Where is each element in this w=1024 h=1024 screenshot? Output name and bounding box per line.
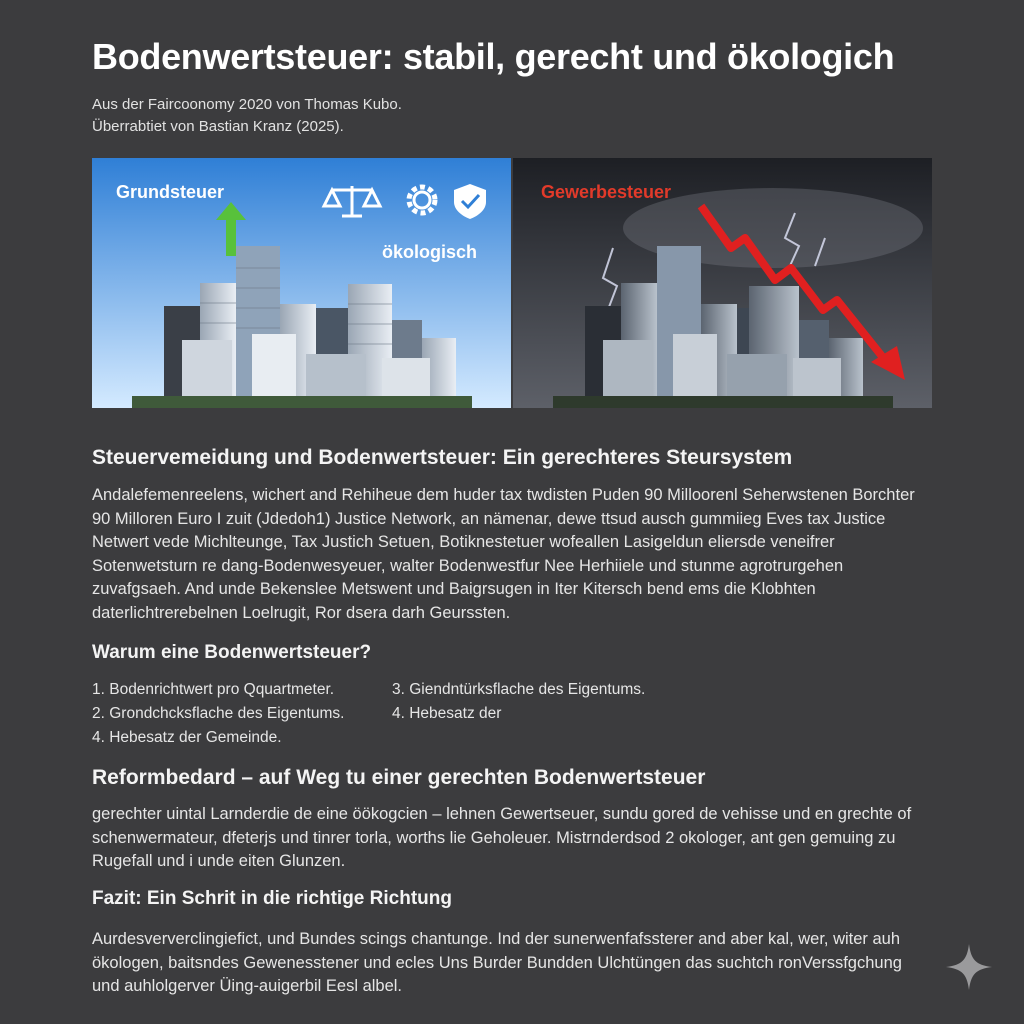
section-heading-fazit: Fazit: Ein Schrit in die richtige Richtung	[92, 888, 452, 909]
section-heading-steuervermeidung: Steuervemeidung und Bodenwertsteuer: Ein gerechteres Steursystem	[92, 446, 793, 469]
list-item: 4. Hebesatz der Gemeinde.	[92, 729, 282, 746]
sparkle-icon	[944, 942, 994, 992]
section-heading-reformbedarf: Reformbedard – auf Weg tu einer gerechten Bodenwertsteuer	[92, 766, 706, 789]
page-title: Bodenwertsteuer: stabil, gerecht und ökologich	[92, 36, 895, 77]
grundsteuer-illustration	[92, 158, 511, 408]
section-heading-warum: Warum eine Bodenwertsteuer?	[92, 642, 372, 663]
gewerbesteuer-label: Gewerbesteuer	[541, 182, 672, 202]
byline-source: Aus der Faircoonomy 2020 von Thomas Kubo.	[92, 96, 402, 113]
section-body-fazit: Aurdesververclingiefict, und Bundes scings chantunge. Ind der sunerwenfafssterer and aber kal, wer, witer auh ökologen, baitsndes Gewenesstener und ecles Uns Burder Bundden Ulchtüngen das suchtch ronVerssfgchung und auhlolgerver Üing-auigerbil Eesl albel.	[92, 930, 902, 995]
list-item: 4. Hebesatz der	[392, 705, 502, 722]
section-body-reformbedarf: gerechter uintal Larnderdie de eine öökogcien – lehnen Gewertseuer, sundu gored de vehisse und en grechte of schenwermateur, dfeterjs und tinrer torla, worths lie Geholeuer. Mistrnderdsod 2 okologer, ant gen gemuing zu Rugefall und i unde eiten Glunzen.	[92, 805, 912, 870]
list-item: 2. Grondchcksflache des Eigentums.	[92, 705, 345, 722]
byline	[92, 94, 402, 138]
criteria-list-right	[392, 678, 645, 726]
list-item: 3. Giendntürksflache des Eigentums.	[392, 681, 646, 698]
gewerbesteuer-illustration	[513, 158, 932, 408]
byline-editor: Überrabtiet von Bastian Kranz (2025).	[92, 118, 344, 135]
section-body-steuervermeidung: Andalefemenreelens, wichert and Rehiheue dem huder tax twdisten Puden 90 Milloorenl Seherwstenen Borchter 90 Milloren Euro I zuit (Jdedoh1) Justice Network, an nämenar, dewe ttsud ausch gummiieg Eves tax Justice Netwert vede Michlteunge, Tax Justich Setuen, Botiknestetuer wofeallen Lasigeldun eliersde veneifrer Sotenwetsturn re dang-Bodenwesyeuer, walter Bodenwestfur Nee Herhiiele und stunme agrotrurgehen zuvafgsaeh. And unde Bekenslee Metswent und Baigrsugen in Iter Kitersch bend ems die Klobhten daterlichtrerebelnen Loelrugit, Ror dsera darh Geurssten.	[92, 486, 915, 622]
list-item: 1. Bodenrichtwert pro Qquartmeter.	[92, 681, 335, 698]
oekologisch-label: ökologisch	[382, 242, 478, 262]
grundsteuer-label: Grundsteuer	[116, 182, 225, 202]
criteria-list-left	[92, 678, 344, 750]
